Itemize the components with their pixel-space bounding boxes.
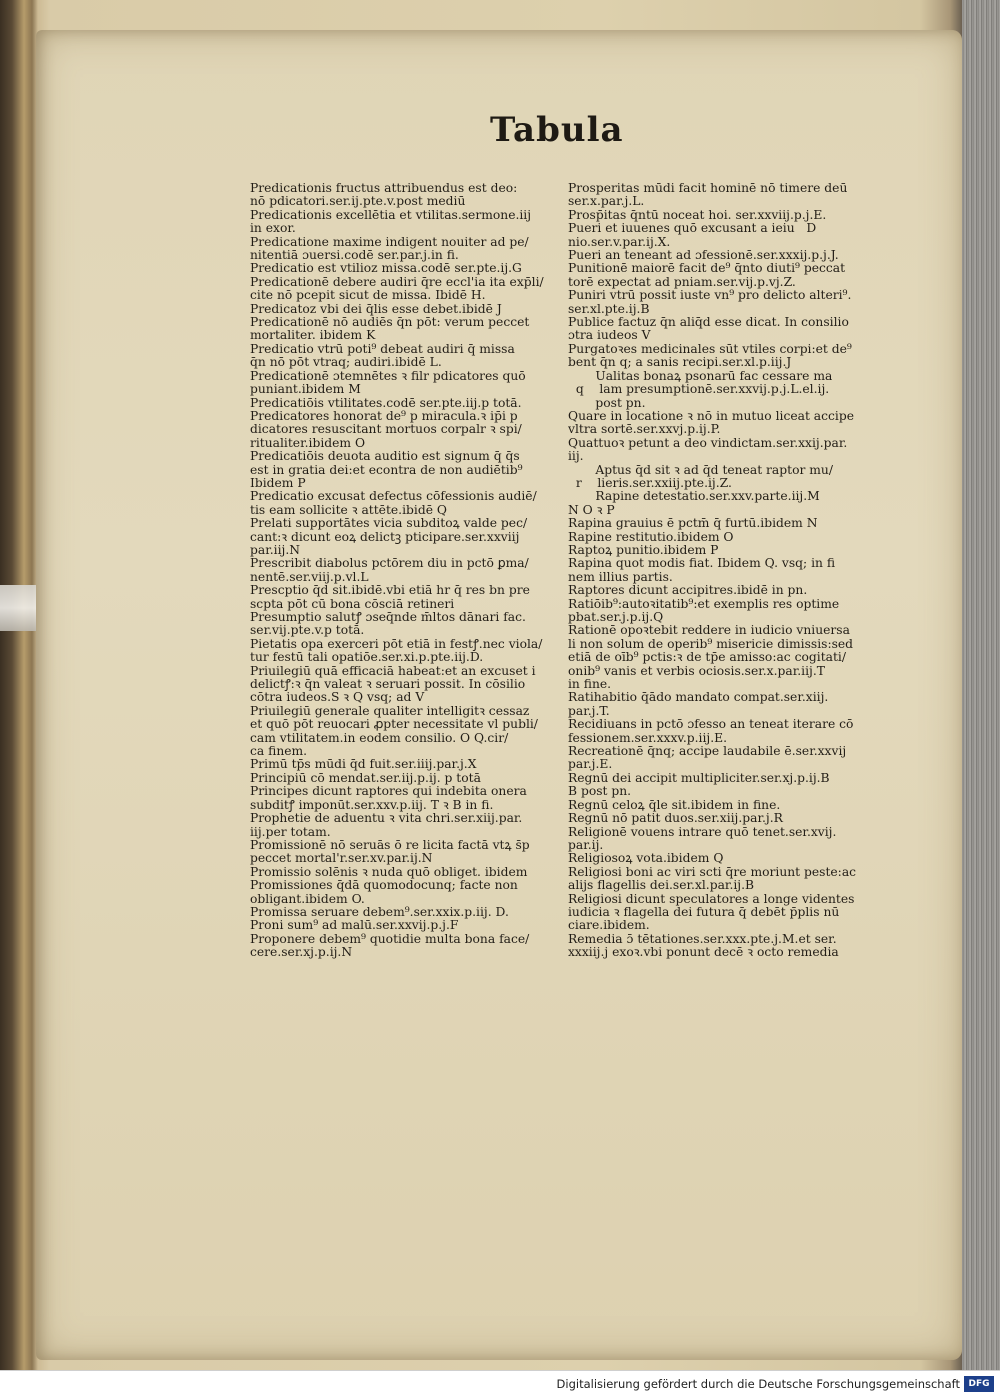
index-entry-line: Raptores dicunt̄ accipitres.ibidē in pn.: [568, 584, 808, 598]
index-entry-line: B post pn.: [568, 785, 632, 799]
index-entry-line: Prosp̄itas q̄ntū noceat hoi. ser.xxviij.p.j.E.: [568, 208, 827, 222]
index-entry-line: iij.: [568, 450, 584, 464]
index-entry-line: iij.per totam.: [250, 825, 331, 839]
index-entry-line: Prescribit diabolus pctōrem diu in pctō ꝑma/: [250, 557, 529, 571]
index-entry-line: subditꝭ imponūt.ser.xxv.p.iij. T ꝛ B in fi.: [250, 798, 494, 812]
index-entry-line: scpta pōt cū bona cōsciā retineri: [250, 597, 455, 611]
index-entry-line: par.j.T.: [568, 704, 610, 718]
index-entry-line: iudicia ꝛ flagella dei futura q̄ debēt p̄plis nū: [568, 905, 840, 919]
index-entry-line: Regnū nō patit̄ duos.ser.xiij.par.j.R: [568, 812, 783, 826]
index-entry-line: Ibidem P: [250, 476, 306, 490]
index-entry-line: Presumptio salutꝭ ɔseq̄nde m̄ltos dānari fac.: [250, 611, 526, 624]
index-entry-line: Predicatio excusat defectus cōfessionis audiē/: [250, 490, 537, 504]
index-entry-line: Pueri an teneant ad ɔfessionē.ser.xxxij.p.j.J.: [568, 249, 839, 263]
index-entry-line: Remedia ɔ̄ tētationes.ser.xxx.pte.j.M.et ser.: [568, 932, 837, 946]
footer-bar: [0, 1370, 1000, 1397]
index-entry-line: mortaliter. ibidem K: [250, 329, 376, 343]
index-entry-line: Rapine restitutio.ibidem O: [568, 530, 734, 544]
index-entry-line: Rapina grauius ē pctm̄ q̄ furtū.ibidem N: [568, 517, 818, 531]
index-entry-line: etiā de oīb⁹ pctis:ꝛ de tp̄e amisso:ac cogitati/: [568, 651, 846, 665]
index-entry-line: Rapine detestatio.ser.xxv.parte.iij.M: [568, 490, 820, 504]
index-entry-line: Prelati supportātes vicia subditoꝝ valde pec/: [250, 517, 528, 531]
index-entry-line: Priuilegiū generale qualiter intelligit̄ꝛ cessaz: [250, 704, 530, 718]
index-entry-line: Promissionē nō seruās ō re licita factā vtꝝ s̄p: [250, 838, 530, 852]
index-entry-line: Aptus q̄d sit ꝛ ad q̄d teneat̄ raptor mu/: [568, 463, 833, 477]
index-entry-line: li non solum de operib⁹ misericie dimissis:sed: [568, 637, 854, 651]
index-entry-line: Promissa seruare debem⁹.ser.xxix.p.iij. D.: [250, 905, 509, 919]
index-entry-line: ser.x.par.j.L.: [568, 195, 645, 209]
index-entry-line: Prescptio q̄d sit.ibidē.vbi etiā h̄r q̄ res b̄n pre: [250, 584, 530, 598]
index-entry-line: par.iij.N: [250, 543, 300, 557]
index-entry-line: dicatores resuscitant mortuos corpalr ꝛ spi/: [250, 423, 522, 437]
dfg-logo-icon: DFG: [964, 1376, 994, 1392]
index-entry-line: Puniri vtrū possit iuste vn⁹ pro delicto alteri⁹.: [568, 289, 852, 303]
index-entry-line: Predicationis fructus attribuendus est deo:: [250, 182, 518, 195]
page-title: Tabula: [490, 110, 624, 150]
index-entry-line: Raptoꝝ punitio.ibidem P: [568, 543, 719, 557]
index-entry-line: Quare in locatione ꝛ nō in mutuo liceat accipe: [568, 409, 854, 423]
index-entry-line: cant:ꝛ dicunt eoꝝ delictꝫ pticipare.ser.xxviij: [250, 530, 520, 544]
index-entry-line: Priuilegiū quā efficaciā habeat:et an excuset i: [250, 664, 536, 678]
index-entry-line: Purgatoꝛes medicinales sūt vtiles corpi:et de⁹: [568, 342, 852, 356]
index-entry-line: nō pdicatori.ser.ij.pte.v.post mediū: [250, 195, 466, 209]
index-entry-line: cōtra iudeos.S ꝛ Q vsq; ad V: [250, 691, 425, 705]
index-entry-line: Quattuoꝛ petunt a deo vindictam.ser.xxij.par.: [568, 436, 848, 450]
index-entry-line: Predicatores honorat de⁹ p miracula.ꝛ ip̄i p: [250, 409, 518, 423]
index-entry-line: par.ij.: [568, 838, 604, 852]
index-entry-line: ritualiter.ibidem O: [250, 436, 366, 450]
index-entry-line: N O ꝛ P: [568, 503, 615, 517]
index-entry-line: nentē.ser.viij.p.vl.L: [250, 570, 369, 584]
index-entry-line: Predicatiōis vtilitates.codē ser.pte.iij.p totā.: [250, 396, 522, 410]
index-entry-line: Predicationē ɔtemnētes ꝛ filr pdicatores quō: [250, 369, 526, 383]
index-entry-line: tis eam sollicite ꝛ attēte.ibidē Q: [250, 503, 447, 517]
index-entry-line: Religiosoꝝ vota.ibidem Q: [568, 852, 724, 866]
index-entry-line: Predicatio vtrū poti⁹ debeat audiri q̄ missa: [250, 342, 515, 356]
index-entry-line: Predicatiōis deuota auditio est signum q̄ q̄s: [250, 450, 520, 464]
index-entry-line: Promissiones q̄dā quomodocunq; facte non: [250, 879, 518, 893]
index-entry-line: par.j.E.: [568, 758, 613, 772]
index-column-right: [568, 182, 894, 960]
index-entry-line: q lam presumptionē.ser.xxvij.p.j.L.el.ij.: [568, 383, 830, 397]
index-entry-line: Rationē opoꝛtebit reddere in iudicio vniuersa: [568, 624, 850, 638]
index-entry-line: in exor.: [250, 222, 296, 236]
index-entry-line: ciare.ibidem.: [568, 919, 650, 933]
index-entry-line: fessionem.ser.xxxv.p.iij.E.: [568, 731, 728, 745]
index-entry-line: Predicatione maxime indigent nouiter ad pe/: [250, 235, 529, 249]
index-entry-line: ca finem.: [250, 745, 308, 759]
book-spine-edge: [962, 0, 1000, 1370]
index-entry-line: Prophetie de aduentu ꝛ vita chri.ser.xiij.par.: [250, 812, 523, 826]
index-entry-line: cere.ser.xj.p.ij.N: [250, 946, 353, 960]
index-column-left: [250, 182, 568, 960]
index-entry-line: alijs flagellis dei.ser.xl.par.ij.B: [568, 879, 755, 893]
index-entry-line: bent q̄n q; a sanis recipi.ser.xl.p.iij.J: [568, 356, 792, 370]
index-entry-line: Predicationē nō audiēs q̄n pōt: verum peccet: [250, 316, 530, 330]
index-entry-line: Principes dicunt̄ raptores qui indebita onera: [250, 785, 527, 799]
index-entry-line: ɔtra iudeos V: [568, 329, 651, 343]
index-entry-line: Predicatio est vtilioz missa.codē ser.pte.ij.G: [250, 262, 522, 276]
index-entry-line: Prosperitas mūdi facit hominē nō timere deū: [568, 182, 848, 195]
index-entry-line: Recreationē q̄nq; accipe laudabile ē.ser.xxvij: [568, 745, 847, 759]
index-entry-line: cite nō pcepit sicut de missa. Ibidē H.: [250, 289, 486, 303]
index-entry-line: Regnū celoꝝ q̄le sit.ibidem in fine.: [568, 798, 781, 812]
index-entry-line: cam vtilitatem.in eodem consilio. O Q.cir/: [250, 731, 509, 745]
index-entry-line: Rapina quot modis fiat. Ibidem Q. vsq; in fi: [568, 557, 836, 571]
index-entry-line: Religionē vouens intrare quō tenet.ser.xvij.: [568, 825, 837, 839]
index-entry-line: Regnū dei accipit̄ multipliciter.ser.xj.p.ij.B: [568, 771, 830, 785]
index-entry-line: obligant.ibidem O.: [250, 892, 365, 906]
index-entry-line: vltra sortē.ser.xxvj.p.ij.P.: [568, 423, 721, 437]
index-entry-line: Religiosi dicunt̄ speculatores a longe videntes: [568, 892, 855, 906]
index-entry-line: pbat̄.ser.j.p.ij.Q: [568, 611, 664, 624]
index-entry-line: Primū tp̄s mūdi q̄d fuit.ser.iiij.par.j.X: [250, 758, 477, 772]
index-entry-line: delictꝭ:ꝛ q̄n valeat ꝛ seruari possit. In cōsilio: [250, 678, 526, 692]
index-entry-line: post pn.: [568, 396, 646, 410]
funding-note: Digitalisierung gefördert durch die Deutsche Forschungsgemeinschaft: [556, 1377, 960, 1391]
index-entry-line: Proni sum⁹ ad malū.ser.xxvij.p.j.F: [250, 919, 459, 933]
index-entry-line: Ualitas bonaꝝ psonarū fac cessare ma: [568, 369, 833, 383]
index-entry-line: nitentiā ɔuersi.codē ser.par.j.in fi.: [250, 249, 459, 263]
index-entry-line: q̄n nō pōt vtraq; audiri.ibidē L.: [250, 356, 442, 370]
index-entry-line: est in gratia dei:et econtra de non audiētib⁹: [250, 463, 523, 477]
index-entry-line: ser.xl.pte.ij.B: [568, 302, 650, 316]
index-entry-line: r lieris.ser.xxiij.pte.ij.Z.: [568, 476, 732, 490]
index-entry-line: tur festū tali opatiōe.ser.xi.p.pte.iij.D.: [250, 651, 484, 665]
index-entry-line: et quō pōt reuocari ꝓpter necessitate vl publi/: [250, 718, 538, 732]
index-entry-line: Predicationis excellētia et vtilitas.sermone.iij: [250, 208, 532, 222]
index-entry-line: Religiosi boni ac viri scti q̄re moriunt̄ peste:ac: [568, 865, 857, 879]
index-entry-line: Publice factuz q̄n aliq̄d esse dicat̄. In consilio: [568, 316, 849, 330]
index-entry-line: Ratiōib⁹:autoꝛitatib⁹:et exemplis res optime: [568, 597, 840, 611]
index-entry-line: torē expectat ad pniam.ser.vij.p.vj.Z.: [568, 275, 796, 289]
index-entry-line: Proponere debem⁹ quotidie multa bona face/: [250, 932, 530, 946]
index-entry-line: nem illius partis.: [568, 570, 673, 584]
index-entry-line: ser.vij.pte.v.p totā.: [250, 624, 365, 638]
index-entry-line: Promissio solēnis ꝛ nuda quō obliget. ibidem: [250, 865, 528, 879]
index-entry-line: Pueri et iuuenes quō excusant a ieiu D: [568, 222, 817, 236]
index-entry-line: Predicatoz vbi dei q̄lis esse debet.ibidē J: [250, 302, 502, 316]
index-entry-line: Ratihabitio q̄ādo mandato compat̄.ser.xiij.: [568, 691, 829, 705]
index-entry-line: xxxiij.j exoꝛ.vbi ponunt̄ decē ꝛ octo remedia: [568, 946, 839, 960]
index-entry-line: peccet mortal'r.ser.xv.par.ij.N: [250, 852, 433, 866]
index-entry-line: Pietatis opa exerceri pōt etiā in festꝭ.nec viola/: [250, 637, 543, 651]
index-entry-line: puniant.ibidem M: [250, 383, 361, 397]
index-entry-line: onib⁹ vanis et verbis ociosis.ser.x.par.iij.T: [568, 664, 825, 678]
index-entry-line: Punitionē maiorē facit de⁹ q̄nto diuti⁹ peccat: [568, 262, 846, 276]
index-entry-line: Principiū cō mendat̄.ser.iij.p.ij. p totā: [250, 771, 481, 785]
index-entry-line: Recidiuans in pctō ɔfesso an teneat iterare cō: [568, 718, 854, 732]
index-entry-line: in fine.: [568, 678, 612, 692]
index-entry-line: Predicationē debere audiri q̄re eccl'ia ita exp̄li/: [250, 275, 544, 289]
index-entry-line: nio.ser.v.par.ij.X.: [568, 235, 671, 249]
